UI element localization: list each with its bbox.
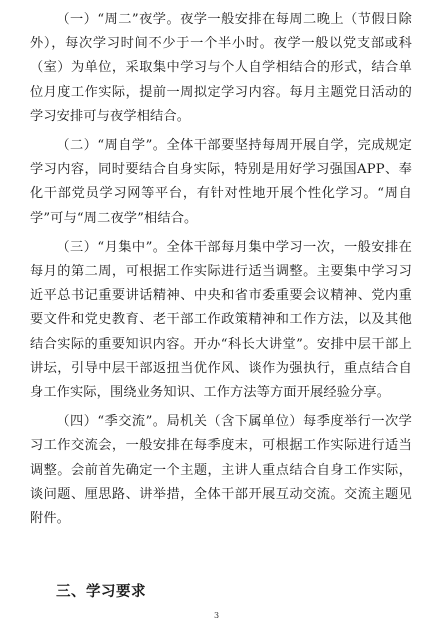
document-body	[30, 8, 412, 531]
section-heading-study-requirements: 三、学习要求	[56, 584, 146, 600]
paragraph-quarterly-exchange: （四）“季交流”。局机关（含下属单位）每季度举行一次学习工作交流会，一般安排在每季度末，可根据工作实际进行适当调整。会前首先确定一个主题，主讲人重点结合自身工作实际，谈问题、厘思路、讲举措，全体干部开展互动交流。交流主题见附件。	[30, 414, 412, 527]
paragraph-tuesday-night-study: （一）“周二”夜学。夜学一般安排在每周二晚上（节假日除外），每次学习时间不少于一个半小时。夜学一般以党支部或科（室）为单位，采取集中学习与个人自学相结合的形式，结合单位月度工作实际，提前一周拟定学习内容。每月主题党日活动的学习安排可与夜学相结合。	[30, 12, 412, 124]
paragraph-monthly-centralized-study: （三）“月集中”。全体干部每月集中学习一次，一般安排在每月的第二周，可根据工作实际进行适当调整。主要集中学习习近平总书记重要讲话精神、中央和省市委重要会议精神、党内重要文件和党史教育、老干部工作政策精神和工作方法，以及其他结合实际的重要知识内容。开办“科长大讲堂”。安排中层干部上讲坛，引导中层干部返扭当优作风、谈作为强执行，重点结合自身工作实际，围绕业务知识、工作方法等方面开展经验分享。	[30, 239, 412, 401]
paragraph-weekly-self-study: （二）“周自学”。全体干部要坚持每周开展自学，完成规定学习内容，同时要结合自身实际，特别是用好学习强国APP、奉化干部党员学习网等平台，有针对性地开展个性化学习。“周自学”可与“周二夜学”相结合。	[30, 138, 412, 226]
page-number: 3	[213, 611, 220, 620]
